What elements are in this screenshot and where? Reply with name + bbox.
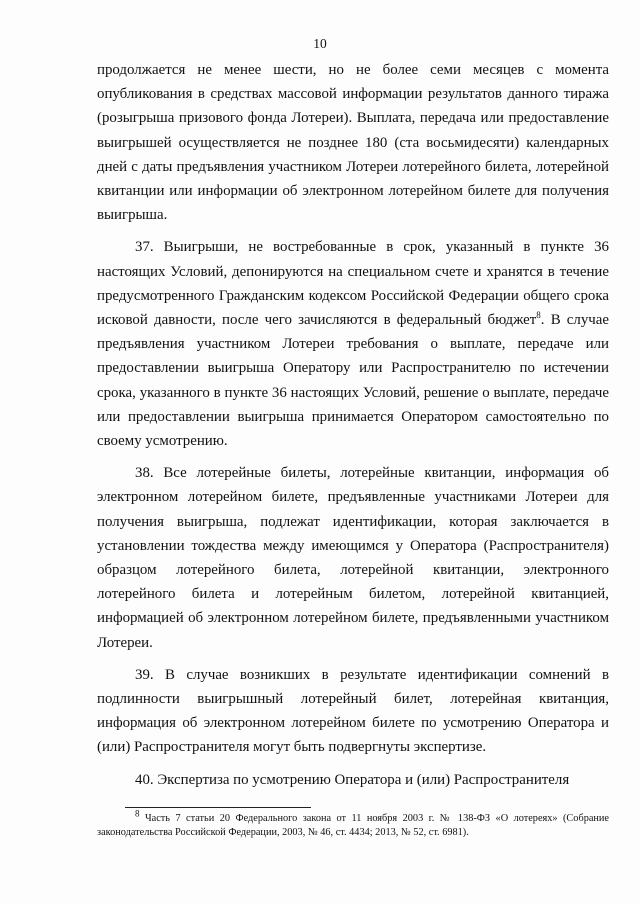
footnote-marker: 8 [135,808,140,819]
paragraph-40: 40. Экспертиза по усмотрению Оператора и (или) Распространителя [135,771,570,788]
document-body [97,58,609,800]
paragraph-37 [97,235,609,453]
footnote [97,808,610,840]
paragraph-39: 39. В случае возникших в результате идентификации сомнений в подлинности выигрышный лотерейный билет, лотерейная квитанция, информация об электронном лотерейном билете по усмотрению Оператора и (или) Распространителя могут быть подвергнуты экспертизе. [97,666,609,756]
footnote-text: Часть 7 статьи 20 Федерального закона от 11 ноября 2003 г. № 138-ФЗ «О лотереях» (Собрание законодательства Российской Федерации, 2003, № 46, ст. 4434; 2013, № 52, ст. 6981). [97,813,610,838]
paragraph-37-text: 37. Выигрыши, не востребованные в срок, указанный в пункте 36 настоящих Условий, депонируются на специальном счете и хранятся в течение предусмотренного Гражданским кодексом Российской Федерации общего срока исковой давности, после чего зачисляются в федеральный бюджет [97,239,609,329]
paragraph-38: 38. Все лотерейные билеты, лотерейные квитанции, информация об электронном лотерейном билете, предъявленные участниками Лотереи для получения выигрыша, подлежат идентификации, которая заключается в установлении тождества между имеющимся у Оператора (Распространителя) образцом лотерейного билета, лотерейной квитанции, электронного лотерейного билета и лотерейным билетом, лотерейной квитанцией, информацией об электронном лотерейном билете, предъявленными участником Лотереи. [97,465,609,651]
page-number: 10 [313,36,327,51]
paragraph-36-continuation: продолжается не менее шести, но не более семи месяцев с момента опубликования в средствах массовой информации результатов данного тиража (розыгрыша призового фонда Лотереи). Выплата, передача или предоставление выигрышей осуществляется не позднее 180 (ста восьмидесяти) календарных дней с даты предъявления участником Лотереи лотерейного билета, лотерейной квитанции или информации об электронном лотерейном билете для получения выигрыша. [97,62,609,224]
footnote-divider [125,807,311,808]
paragraph-37-tail: . В случае предъявления участником Лотереи требования о выплате, передаче или предоставлении выигрыша Оператору или Распространителю по истечении срока, указанного в пункте 36 настоящих Условий, решение о выплате, передаче или предоставлении выигрыша принимается Оператором самостоятельно по своему усмотрению. [97,312,609,450]
footnote-body [97,808,610,840]
footnote-reference[interactable]: 8 [536,310,541,321]
